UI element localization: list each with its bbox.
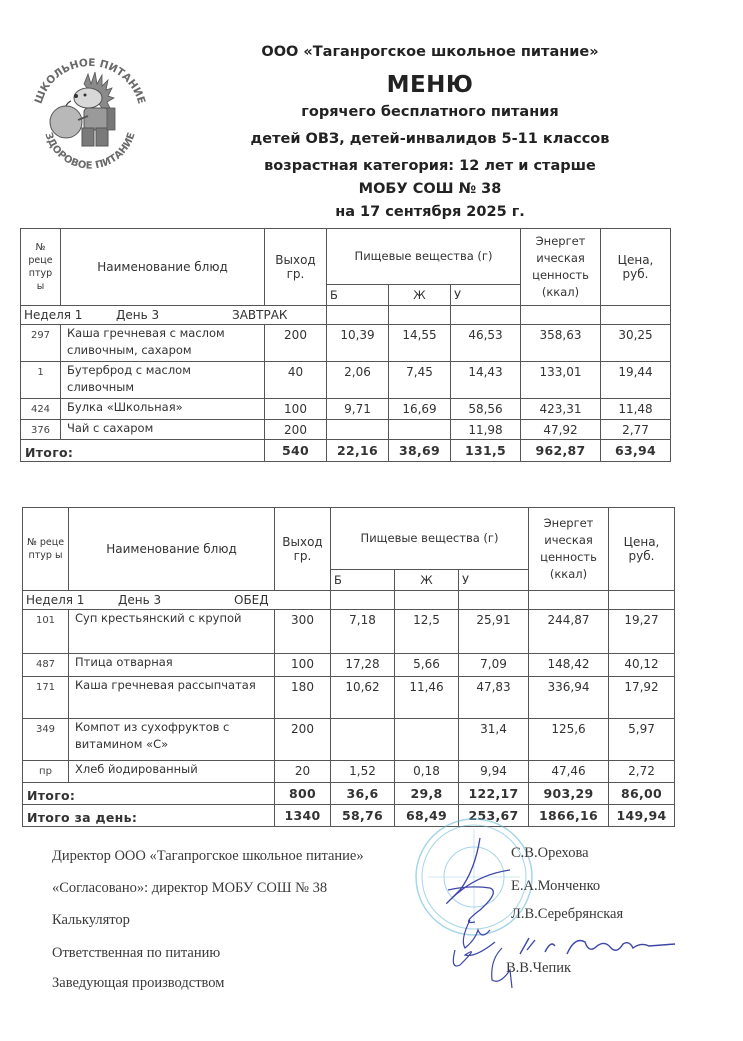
dish-row [21, 325, 671, 362]
total-yield: 1340 [275, 805, 331, 827]
total-row [23, 783, 675, 805]
recipe-code: 1 [21, 362, 61, 399]
dish-name: Бутерброд с маслом сливочным [61, 362, 265, 399]
protein-value: 10,62 [331, 677, 395, 719]
yield-value: 180 [275, 677, 331, 719]
dish-row [23, 677, 675, 719]
protein-value: 17,28 [331, 654, 395, 677]
yield-value: 300 [275, 610, 331, 654]
dish-row [21, 420, 671, 440]
energy-value: 125,6 [529, 719, 609, 761]
energy-value: 423,31 [521, 399, 601, 420]
school-name: МОБУ СОШ № 38 [358, 181, 502, 197]
lunch-table [22, 507, 675, 827]
dish-name: Компот из сухофруктов с витамином «С» [69, 719, 275, 761]
fat-value: 16,69 [389, 399, 451, 420]
header-yield: Выход гр. [265, 229, 327, 306]
energy-value: 133,01 [521, 362, 601, 399]
menu-date: на 17 сентября 2025 г. [335, 204, 525, 220]
total-fat: 68,49 [395, 805, 459, 827]
header-protein: Б [331, 570, 395, 591]
carbs-value: 31,4 [459, 719, 529, 761]
day-total-row [23, 805, 675, 827]
meal-label: ОБЕД [234, 593, 269, 607]
price-value: 2,77 [601, 420, 671, 440]
recipe-code: 101 [23, 610, 69, 654]
price-value: 19,27 [609, 610, 675, 654]
signatory-name: Е.А.Монченко [511, 878, 601, 894]
carbs-value: 9,94 [459, 761, 529, 783]
logo-bottom-text: ЗДОРОВОЕ ПИТАНИЕ [42, 131, 138, 172]
total-price: 149,94 [609, 805, 675, 827]
recipe-code: 487 [23, 654, 69, 677]
header-carbs: У [459, 570, 529, 591]
total-carbs: 131,5 [451, 440, 521, 462]
yield-value: 200 [265, 325, 327, 362]
signature-responsible [515, 932, 685, 962]
dish-name: Чай с сахаром [61, 420, 265, 440]
header-energy: Энергет ическая ценность (ккал) [521, 229, 601, 306]
dish-name: Булка «Школьная» [61, 399, 265, 420]
header-recipe-no: № реце птур ы [23, 508, 69, 591]
signatory-name: В.В.Чепик [506, 960, 572, 976]
signatory-name: Л.В.Серебрянская [511, 906, 624, 922]
energy-value: 47,46 [529, 761, 609, 783]
day-label: День 3 [118, 593, 162, 607]
price-value: 40,12 [609, 654, 675, 677]
dish-name: Каша гречневая рассыпчатая [69, 677, 275, 719]
dish-row [21, 362, 671, 399]
header-price: Цена, руб. [601, 229, 671, 306]
section-row [21, 306, 671, 325]
day-label: День 3 [116, 308, 160, 322]
fat-value: 7,45 [389, 362, 451, 399]
energy-value: 358,63 [521, 325, 601, 362]
yield-value: 100 [275, 654, 331, 677]
fat-value: 0,18 [395, 761, 459, 783]
section-row [23, 591, 675, 610]
header-recipe-no: № реце птур ы [21, 229, 61, 306]
recipe-code: 349 [23, 719, 69, 761]
header-price: Цена, руб. [609, 508, 675, 591]
total-label: Итого: [23, 783, 275, 805]
dish-row [23, 610, 675, 654]
fat-value: 11,46 [395, 677, 459, 719]
yield-value: 200 [275, 719, 331, 761]
carbs-value: 11,98 [451, 420, 521, 440]
fat-value [389, 420, 451, 440]
total-fat: 38,69 [389, 440, 451, 462]
total-label: Итого: [21, 440, 265, 462]
energy-value: 47,92 [521, 420, 601, 440]
week-label: Неделя 1 [24, 308, 83, 322]
header-fat: Ж [395, 570, 459, 591]
recipe-code: 376 [21, 420, 61, 440]
carbs-value: 47,83 [459, 677, 529, 719]
yield-value: 100 [265, 399, 327, 420]
header-dish-name: Наименование блюд [61, 229, 265, 306]
total-carbs: 253,67 [459, 805, 529, 827]
price-value: 17,92 [609, 677, 675, 719]
header-fat: Ж [389, 285, 451, 306]
protein-value: 7,18 [331, 610, 395, 654]
header-dish-name: Наименование блюд [69, 508, 275, 591]
header-nutrients: Пищевые вещества (г) [331, 508, 529, 570]
subtitle-line-2: детей ОВЗ, детей-инвалидов 5-11 классов [250, 131, 610, 147]
header-nutrients: Пищевые вещества (г) [327, 229, 521, 285]
age-category: возрастная категория: 12 лет и старше [264, 158, 596, 174]
price-value: 11,48 [601, 399, 671, 420]
subtitle-line-1: горячего бесплатного питания [301, 104, 559, 120]
organization-name: ООО «Таганрогское школьное питание» [261, 44, 599, 60]
signatory-name: С.В.Орехова [511, 845, 589, 861]
total-energy: 903,29 [529, 783, 609, 805]
meal-label: ЗАВТРАК [232, 308, 288, 322]
fat-value: 12,5 [395, 610, 459, 654]
hedgehog-with-apple-icon [50, 72, 115, 146]
energy-value: 244,87 [529, 610, 609, 654]
total-protein: 22,16 [327, 440, 389, 462]
dish-name: Каша гречневая с маслом сливочным, сахаром [61, 325, 265, 362]
breakfast-table [20, 228, 671, 462]
week-label: Неделя 1 [26, 593, 85, 607]
document-title: МЕНЮ [386, 72, 474, 98]
carbs-value: 46,53 [451, 325, 521, 362]
header-protein: Б [327, 285, 389, 306]
total-yield: 800 [275, 783, 331, 805]
carbs-value: 7,09 [459, 654, 529, 677]
price-value: 19,44 [601, 362, 671, 399]
total-row [21, 440, 671, 462]
fat-value: 14,55 [389, 325, 451, 362]
recipe-code: 424 [21, 399, 61, 420]
recipe-code: пр [23, 761, 69, 783]
signature-role: Калькулятор [52, 912, 130, 928]
carbs-value: 58,56 [451, 399, 521, 420]
total-yield: 540 [265, 440, 327, 462]
recipe-code: 171 [23, 677, 69, 719]
total-label: Итого за день: [23, 805, 275, 827]
total-price: 63,94 [601, 440, 671, 462]
dish-name: Хлеб йодированный [69, 761, 275, 783]
total-energy: 1866,16 [529, 805, 609, 827]
fat-value [395, 719, 459, 761]
protein-value: 1,52 [331, 761, 395, 783]
carbs-value: 25,91 [459, 610, 529, 654]
energy-value: 148,42 [529, 654, 609, 677]
protein-value: 10,39 [327, 325, 389, 362]
header-yield: Выход гр. [275, 508, 331, 591]
yield-value: 20 [275, 761, 331, 783]
recipe-code: 297 [21, 325, 61, 362]
yield-value: 40 [265, 362, 327, 399]
signature-role: Ответственная по питанию [52, 945, 221, 961]
signature-role: «Согласовано»: директор МОБУ СОШ № 38 [52, 880, 328, 896]
logo-top-text: ШКОЛЬНОЕ ПИТАНИЕ [32, 56, 148, 106]
carbs-value: 14,43 [451, 362, 521, 399]
protein-value [327, 420, 389, 440]
total-protein: 58,76 [331, 805, 395, 827]
total-protein: 36,6 [331, 783, 395, 805]
dish-row [23, 719, 675, 761]
header-carbs: У [451, 285, 521, 306]
total-price: 86,00 [609, 783, 675, 805]
price-value: 5,97 [609, 719, 675, 761]
signature-role: Директор ООО «Тагапрогское школьное питание» [52, 848, 364, 864]
dish-row [23, 654, 675, 677]
signature-role: Заведующая производством [52, 975, 225, 991]
fat-value: 5,66 [395, 654, 459, 677]
price-value: 30,25 [601, 325, 671, 362]
dish-name: Суп крестьянский с крупой [69, 610, 275, 654]
protein-value [331, 719, 395, 761]
total-energy: 962,87 [521, 440, 601, 462]
protein-value: 2,06 [327, 362, 389, 399]
header-energy: Энергет ическая ценность (ккал) [529, 508, 609, 591]
dish-row [21, 399, 671, 420]
dish-row [23, 761, 675, 783]
dish-name: Птица отварная [69, 654, 275, 677]
logo [22, 44, 157, 184]
total-fat: 29,8 [395, 783, 459, 805]
total-carbs: 122,17 [459, 783, 529, 805]
price-value: 2,72 [609, 761, 675, 783]
yield-value: 200 [265, 420, 327, 440]
protein-value: 9,71 [327, 399, 389, 420]
energy-value: 336,94 [529, 677, 609, 719]
